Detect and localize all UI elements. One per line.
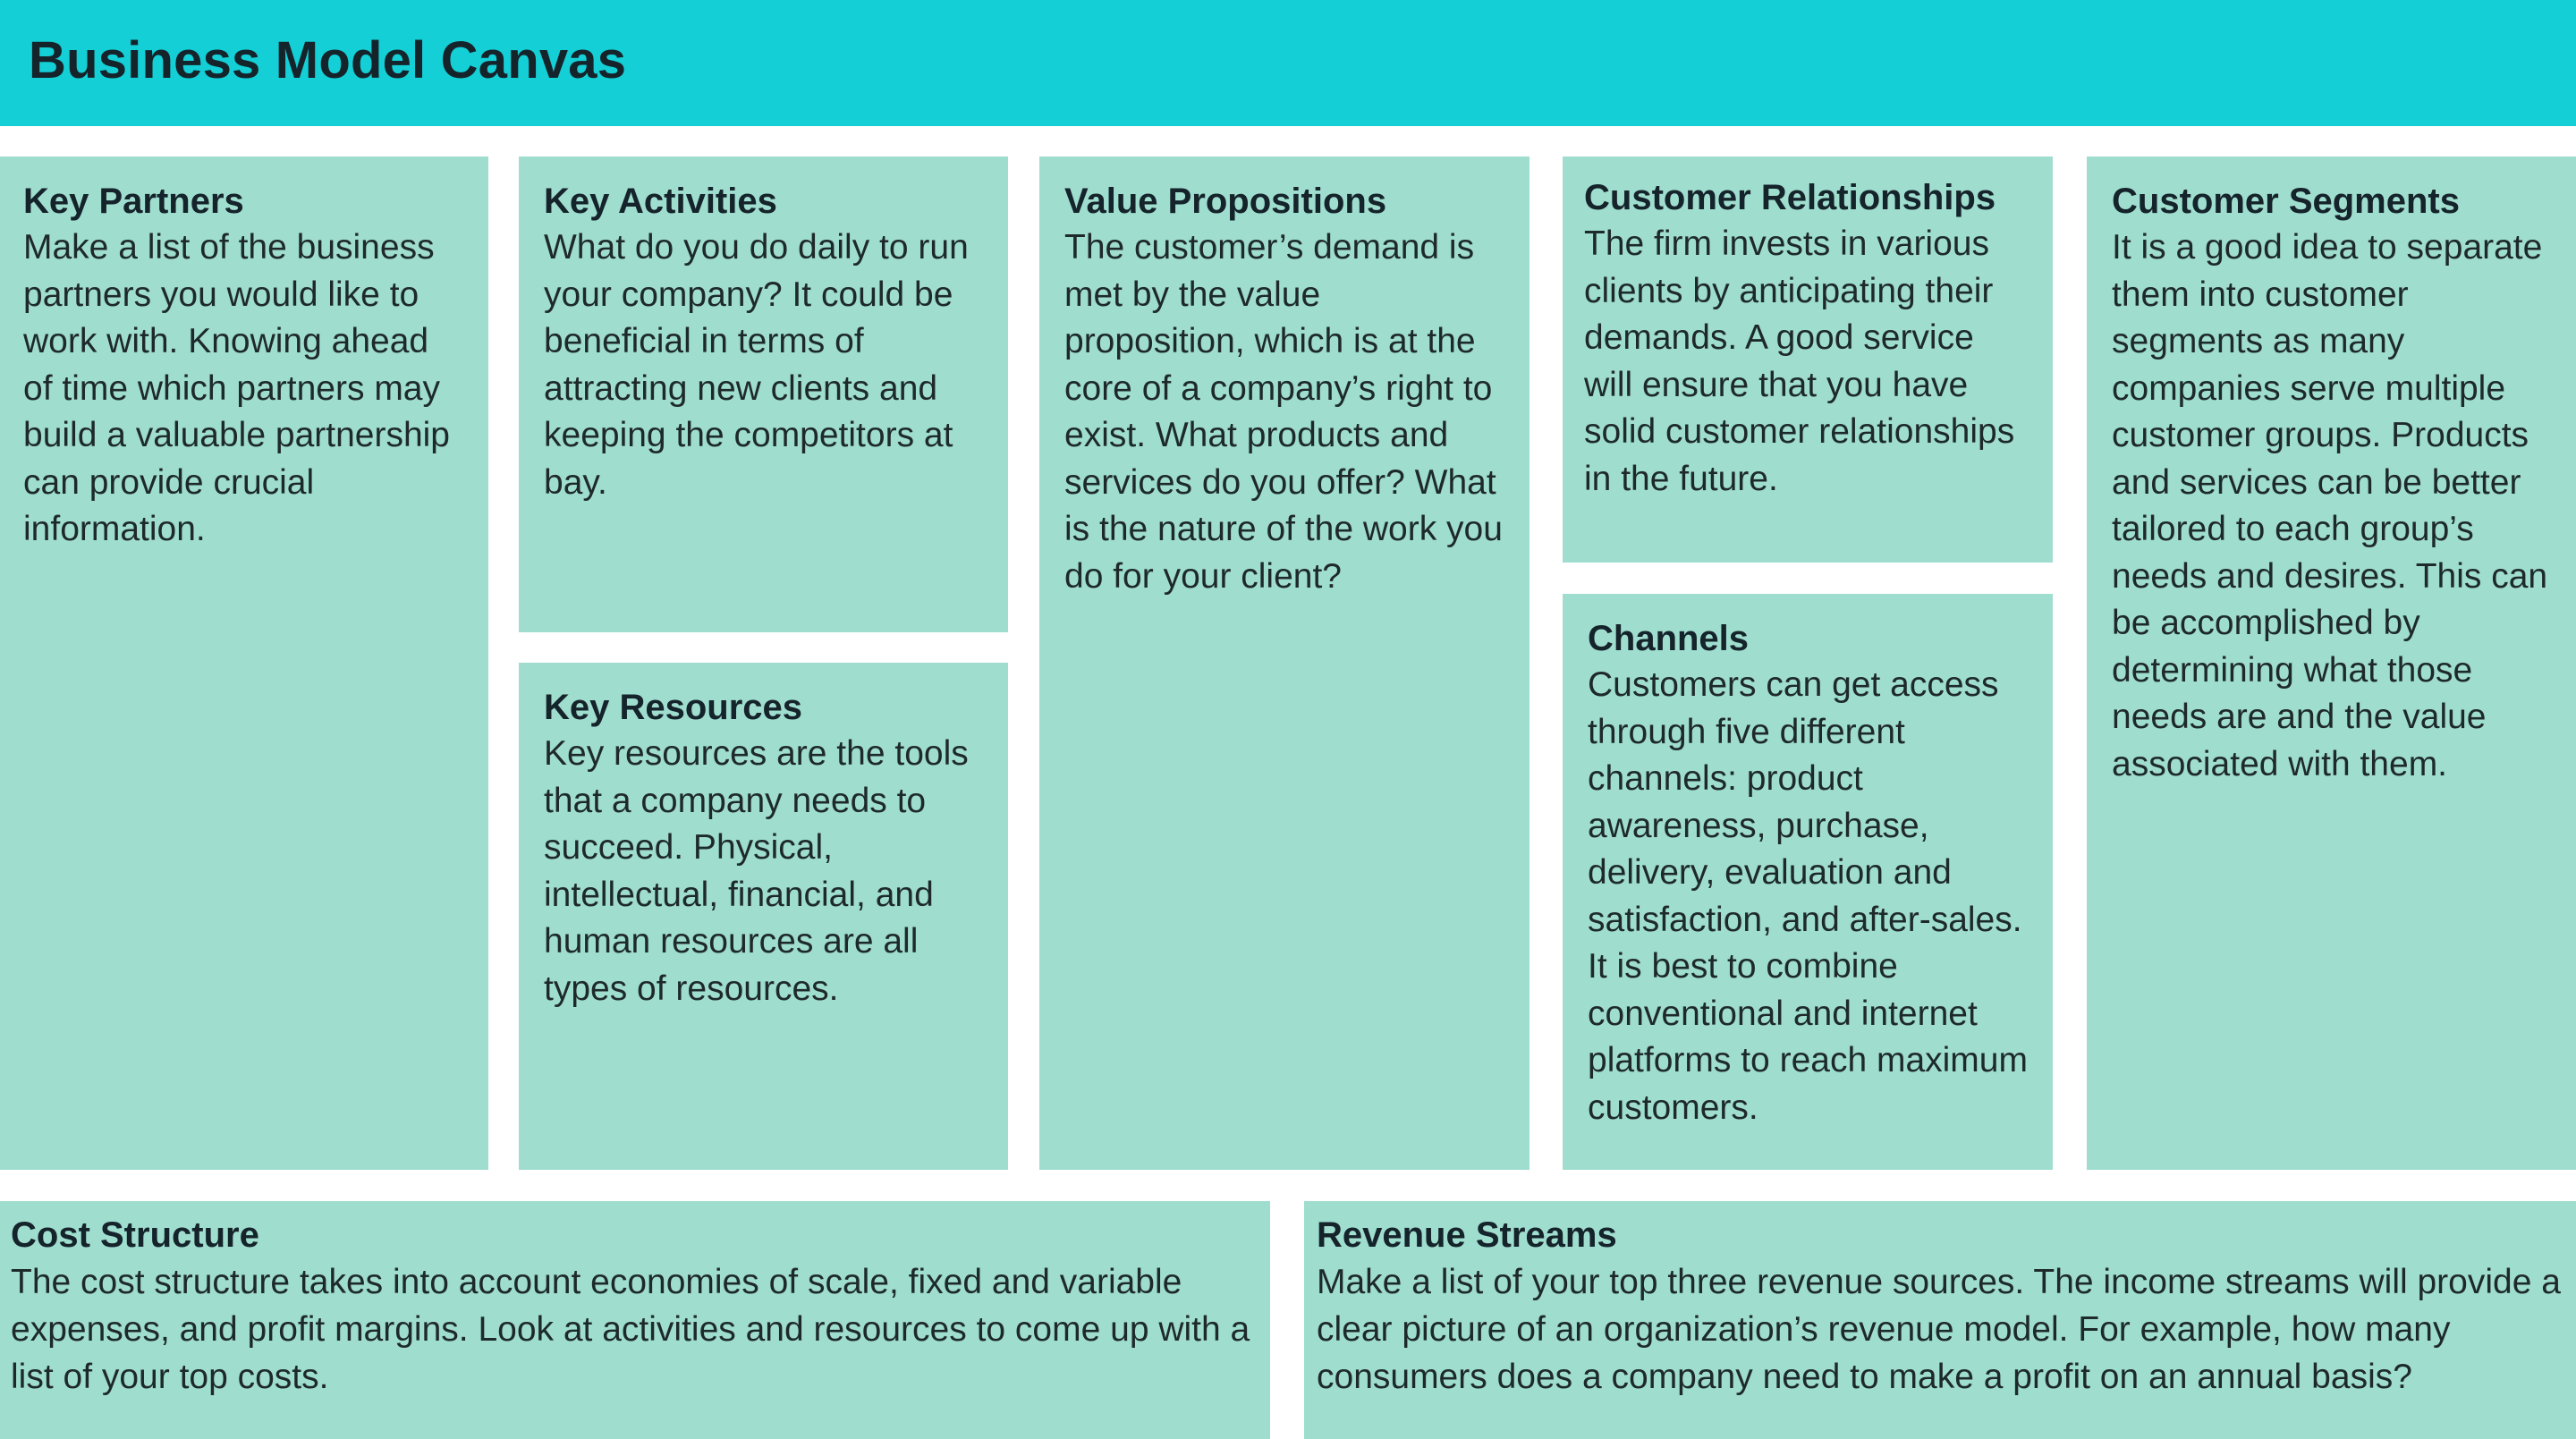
customer-segments-text: It is a good idea to separate them into customer segments as many companies serve multiple customer groups. Products and services can be better tailored to each group’s needs and desires. This can be accomplished by determining what those needs are and the value associated with them. — [2112, 228, 2548, 783]
cost-structure-title: Cost Structure — [11, 1215, 259, 1255]
value-propositions-title: Value Propositions — [1064, 182, 1387, 221]
customer-segments-block — [2087, 157, 2576, 1170]
customer-relationships-title: Customer Relationships — [1584, 178, 1996, 217]
key-partners-text: Make a list of the business partners you would like to work with. Knowing ahead of time which partners may build a valuable partnership can provide crucial information. — [23, 228, 450, 548]
customer-relationships-text: The firm invests in various clients by anticipating their demands. A good service will ensure that you have solid customer relationships in the future. — [1584, 224, 2015, 498]
key-resources-block — [519, 663, 1008, 1170]
key-resources-text: Key resources are the tools that a company needs to succeed. Physical, intellectual, financial, and human resources are all types of resources. — [544, 734, 969, 1008]
key-partners-title: Key Partners — [23, 182, 244, 221]
revenue-streams-block — [1304, 1201, 2576, 1439]
key-activities-text: What do you do daily to run your company? It could be beneficial in terms of attracting new clients and keeping the competitors at bay. — [544, 228, 969, 502]
channels-title: Channels — [1588, 619, 1750, 658]
revenue-streams-title: Revenue Streams — [1317, 1215, 1617, 1255]
channels-block — [1563, 594, 2053, 1170]
channels-text: Customers can get access through five different channels: product awareness, purchase, delivery, evaluation and satisfaction, and after-sales. It is best to combine conventional and internet platforms to reach maximum customers. — [1588, 665, 2028, 1127]
cost-structure-block — [0, 1201, 1270, 1439]
value-propositions-block — [1039, 157, 1530, 1170]
key-resources-title: Key Resources — [544, 688, 803, 727]
cost-structure-text: The cost structure takes into account economies of scale, fixed and variable expenses, and profit margins. Look at activities and resources to come up with a list of your top costs. — [11, 1263, 1250, 1396]
value-propositions-text: The customer’s demand is met by the value proposition, which is at the core of a company’s right to exist. What products and services do you offer? What is the nature of the work you do for your client? — [1064, 228, 1503, 596]
header-bar — [0, 0, 2576, 126]
key-activities-title: Key Activities — [544, 182, 777, 221]
page-title: Business Model Canvas — [29, 31, 627, 89]
revenue-streams-text: Make a list of your top three revenue sources. The income streams will provide a clear picture of an organization’s revenue model. For example, how many consumers does a company need to make a profit on an annual basis? — [1317, 1263, 2561, 1396]
key-activities-block — [519, 157, 1008, 632]
customer-relationships-block — [1563, 157, 2053, 563]
customer-segments-title: Customer Segments — [2112, 182, 2460, 221]
key-partners-block — [0, 157, 488, 1170]
